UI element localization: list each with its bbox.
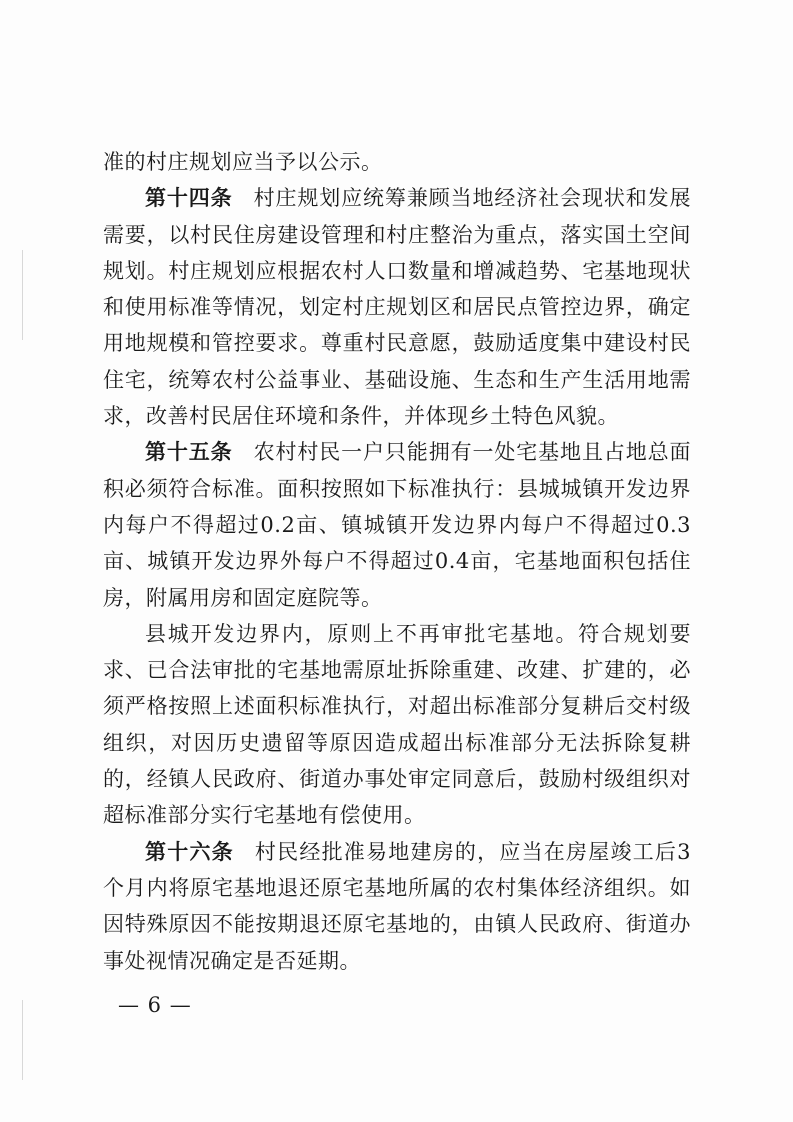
article-number: 第十五条 — [145, 439, 233, 465]
paragraph-text: 县城开发边界内，原则上不再审批宅基地。符合规划要求、已合法审批的宅基地需原址拆除重建、改建、扩建的，必须严格按照上述面积标准执行，对超出标准部分复耕后交村级组织，对因历史遗留等原因造成超出标准部分无法拆除复耕的，经镇人民政府、街道办事处审定同意后，鼓励村级组织对超标准部分实行宅基地有偿使用。 — [103, 621, 691, 828]
paragraph-text: 准的村庄规划应当予以公示。 — [103, 150, 383, 174]
paragraph — [103, 144, 691, 180]
paragraph-text: 农村村民一户只能拥有一处宅基地且占地总面积必须符合标准。面积按照如下标准执行：县城城镇开发边界内每户不得超过0.2亩、镇城镇开发边界内每户不得超过0.3亩、城镇开发边界外每户不得超过0.4亩，宅基地面积包括住房，附属用房和固定庭院等。 — [103, 440, 692, 610]
paragraph-article-14 — [103, 180, 691, 434]
page-number: — 6 — — [118, 993, 192, 1017]
paragraph-text: 村庄规划应统筹兼顾当地经济社会现状和发展需要，以村民住房建设管理和村庄整治为重点，落实国土空间规划。村庄规划应根据农村人口数量和增减趋势、宅基地现状和使用标准等情况，划定村庄规划区和居民点管控边界，确定用地规模和管控要求。尊重村民意愿，鼓励适度集中建设村民住宅，统筹农村公益事业、基础设施、生态和生产生活用地需求，改善村民居住环境和条件，并体现乡土特色风貌。 — [103, 186, 692, 429]
article-number: 第十四条 — [145, 185, 233, 211]
paragraph-article-15 — [103, 434, 691, 615]
paragraph — [103, 616, 691, 834]
document-body — [103, 144, 691, 979]
paragraph-text: 村民经批准易地建房的，应当在房屋竣工后3个月内将原宅基地退还原宅基地所属的农村集体经济组织。如因特殊原因不能按期退还原宅基地的，由镇人民政府、街道办事处视情况确定是否延期。 — [103, 839, 692, 973]
paragraph-article-16 — [103, 834, 691, 979]
article-number: 第十六条 — [145, 838, 234, 864]
scan-edge-mark — [22, 250, 23, 340]
scan-edge-mark — [22, 1000, 23, 1080]
